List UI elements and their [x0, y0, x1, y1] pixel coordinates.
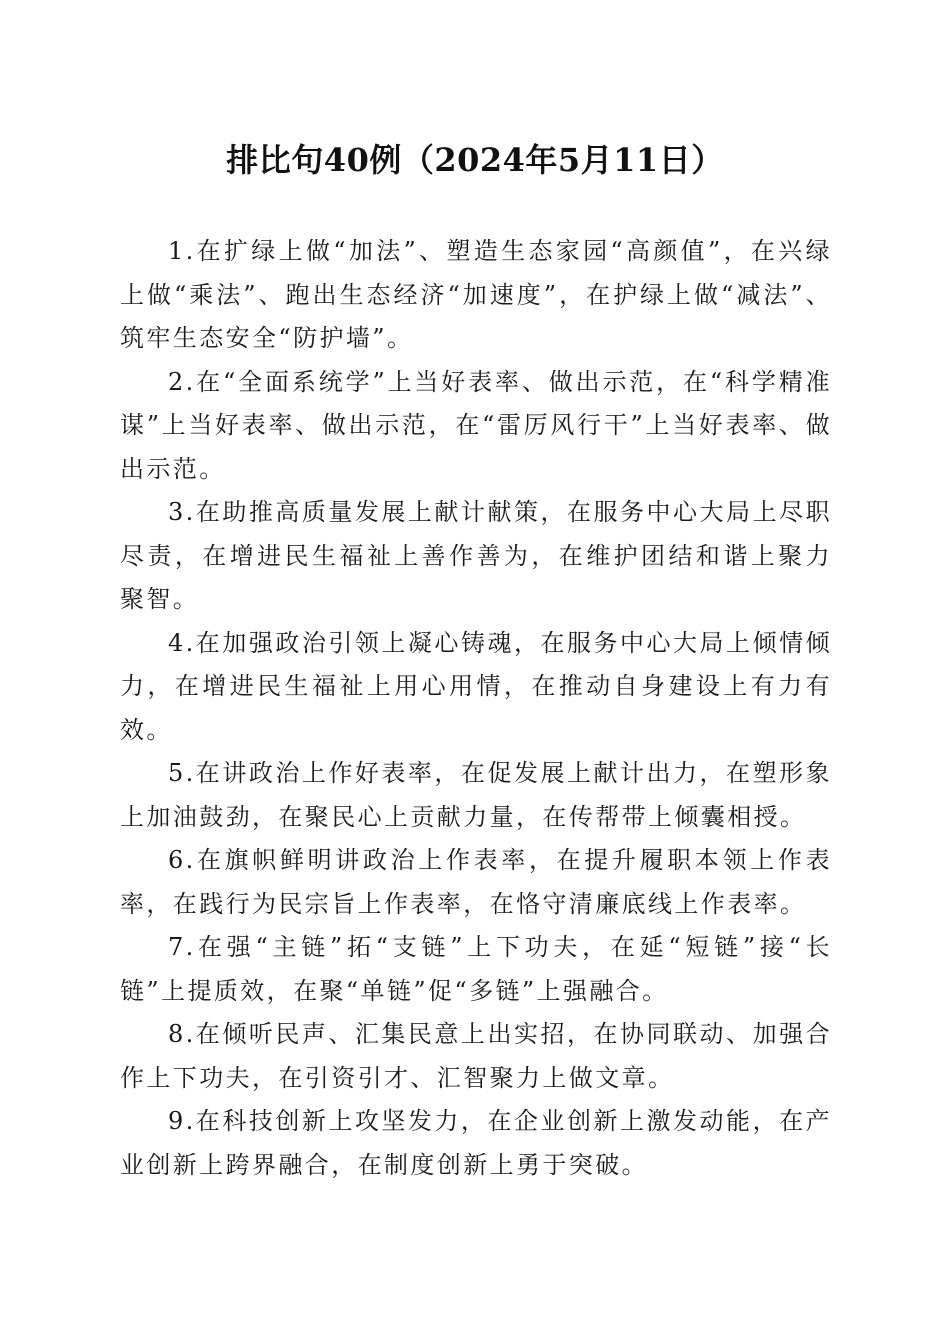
document-body	[120, 230, 832, 1187]
paragraph-3: 3.在助推高质量发展上献计献策，在服务中心大局上尽职尽责，在增进民生福祉上善作善为，在维护团结和谐上聚力聚智。	[120, 498, 832, 613]
paragraph-6: 6.在旗帜鲜明讲政治上作表率，在提升履职本领上作表率，在践行为民宗旨上作表率，在恪守清廉底线上作表率。	[120, 846, 832, 918]
paragraph-7: 7.在强“主链”拓“支链”上下功夫，在延“短链”接“长链”上提质效，在聚“单链”促“多链”上强融合。	[120, 933, 832, 1005]
paragraph-2: 2.在“全面系统学”上当好表率、做出示范，在“科学精准谋”上当好表率、做出示范，在“雷厉风行干”上当好表率、做出示范。	[120, 367, 832, 483]
paragraph-4: 4.在加强政治引领上凝心铸魂，在服务中心大局上倾情倾力，在增进民生福祉上用心用情，在推动自身建设上有力有效。	[120, 628, 832, 744]
paragraph-9: 9.在科技创新上攻坚发力，在企业创新上激发动能，在产业创新上跨界融合，在制度创新上勇于突破。	[120, 1107, 832, 1179]
document-title: 排比句40例（2024年5月11日）	[226, 141, 724, 179]
paragraph-5: 5.在讲政治上作好表率，在促发展上献计出力，在塑形象上加油鼓劲，在聚民心上贡献力量，在传帮带上倾囊相授。	[120, 759, 832, 831]
paragraph-8: 8.在倾听民声、汇集民意上出实招，在协同联动、加强合作上下功夫，在引资引才、汇智聚力上做文章。	[120, 1020, 832, 1092]
paragraph-1: 1.在扩绿上做“加法”、塑造生态家园“高颜值”，在兴绿上做“乘法”、跑出生态经济“加速度”，在护绿上做“减法”、筑牢生态安全“防护墙”。	[120, 237, 832, 352]
